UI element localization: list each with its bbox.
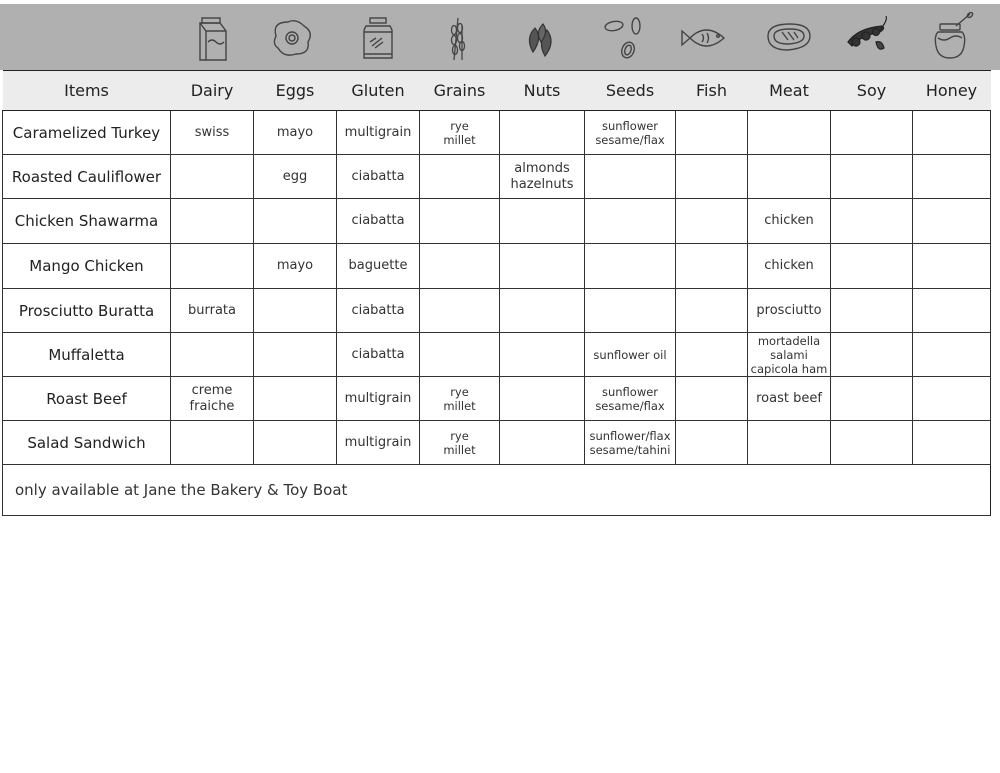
cell-nuts xyxy=(500,111,585,155)
cell-soy xyxy=(831,289,913,333)
cell-dairy: swiss xyxy=(171,111,254,155)
cell-eggs xyxy=(254,333,337,377)
cell-grains xyxy=(420,289,500,333)
cell-gluten: multigrain xyxy=(337,111,420,155)
cell-nuts xyxy=(500,199,585,244)
cell-meat: prosciutto xyxy=(748,289,831,333)
cell-nuts: almonds hazelnuts xyxy=(500,155,585,199)
cell-eggs xyxy=(254,421,337,465)
cell-nuts xyxy=(500,377,585,421)
table-row xyxy=(3,155,991,199)
cell-dairy xyxy=(171,244,254,289)
cell-dairy: creme fraiche xyxy=(171,377,254,421)
cell-honey xyxy=(913,244,991,289)
cell-gluten: ciabatta xyxy=(337,289,420,333)
wheat-icon xyxy=(432,12,484,64)
cell-dairy xyxy=(171,199,254,244)
footnote-row xyxy=(3,465,991,516)
cell-grains: rye millet xyxy=(420,421,500,465)
cell-soy xyxy=(831,155,913,199)
honey-jar-icon xyxy=(926,12,978,64)
table-row xyxy=(3,377,991,421)
cell-meat: chicken xyxy=(748,199,831,244)
almond-icon xyxy=(515,12,567,64)
allergen-icon-row xyxy=(0,12,1000,64)
cell-nuts xyxy=(500,244,585,289)
steak-icon xyxy=(762,12,814,64)
item-name-cell: Caramelized Turkey xyxy=(3,111,171,155)
col-header-items: Items xyxy=(3,71,171,111)
cell-honey xyxy=(913,199,991,244)
cell-gluten: multigrain xyxy=(337,421,420,465)
table-row xyxy=(3,244,991,289)
cell-eggs xyxy=(254,377,337,421)
cell-soy xyxy=(831,333,913,377)
cell-seeds: sunflower sesame/flax xyxy=(585,111,676,155)
item-name-cell: Mango Chicken xyxy=(3,244,171,289)
cell-meat xyxy=(748,421,831,465)
cell-grains xyxy=(420,244,500,289)
cell-fish xyxy=(676,155,748,199)
cell-meat xyxy=(748,155,831,199)
soybean-icon xyxy=(842,12,894,64)
cell-grains: rye millet xyxy=(420,377,500,421)
cell-dairy xyxy=(171,333,254,377)
table-row xyxy=(3,111,991,155)
cell-fish xyxy=(676,421,748,465)
item-name-cell: Roast Beef xyxy=(3,377,171,421)
cell-seeds xyxy=(585,199,676,244)
cell-grains xyxy=(420,155,500,199)
cell-gluten: ciabatta xyxy=(337,333,420,377)
cell-grains xyxy=(420,333,500,377)
cell-grains: rye millet xyxy=(420,111,500,155)
cell-fish xyxy=(676,111,748,155)
cell-honey xyxy=(913,377,991,421)
cell-dairy xyxy=(171,155,254,199)
cell-nuts xyxy=(500,333,585,377)
fish-icon xyxy=(680,12,732,64)
header-row xyxy=(3,71,991,111)
table-row xyxy=(3,199,991,244)
cell-honey xyxy=(913,333,991,377)
col-header-dairy: Dairy xyxy=(171,71,254,111)
col-header-gluten: Gluten xyxy=(337,71,420,111)
cell-meat: chicken xyxy=(748,244,831,289)
cell-honey xyxy=(913,289,991,333)
cell-fish xyxy=(676,244,748,289)
cell-seeds xyxy=(585,155,676,199)
cell-honey xyxy=(913,421,991,465)
milk-carton-icon xyxy=(188,12,240,64)
cell-gluten: ciabatta xyxy=(337,155,420,199)
item-name-cell: Chicken Shawarma xyxy=(3,199,171,244)
flour-jar-icon xyxy=(352,12,404,64)
cell-eggs: mayo xyxy=(254,111,337,155)
item-name-cell: Prosciutto Buratta xyxy=(3,289,171,333)
cell-fish xyxy=(676,377,748,421)
item-name-cell: Salad Sandwich xyxy=(3,421,171,465)
cell-fish xyxy=(676,289,748,333)
col-header-grains: Grains xyxy=(420,71,500,111)
cell-nuts xyxy=(500,289,585,333)
cell-dairy: burrata xyxy=(171,289,254,333)
col-header-seeds: Seeds xyxy=(585,71,676,111)
cell-seeds xyxy=(585,289,676,333)
cell-fish xyxy=(676,199,748,244)
seeds-icon xyxy=(598,12,650,64)
item-name-cell: Muffaletta xyxy=(3,333,171,377)
cell-seeds: sunflower/flax sesame/tahini xyxy=(585,421,676,465)
fried-egg-icon xyxy=(266,12,318,64)
footnote: only available at Jane the Bakery & Toy Boat xyxy=(3,465,991,516)
table-row xyxy=(3,333,991,377)
cell-meat: roast beef xyxy=(748,377,831,421)
cell-eggs xyxy=(254,289,337,333)
cell-eggs: mayo xyxy=(254,244,337,289)
cell-meat: mortadella salami capicola ham xyxy=(748,333,831,377)
cell-soy xyxy=(831,244,913,289)
cell-dairy xyxy=(171,421,254,465)
col-header-fish: Fish xyxy=(676,71,748,111)
cell-soy xyxy=(831,199,913,244)
col-header-eggs: Eggs xyxy=(254,71,337,111)
col-header-nuts: Nuts xyxy=(500,71,585,111)
cell-eggs: egg xyxy=(254,155,337,199)
cell-eggs xyxy=(254,199,337,244)
cell-nuts xyxy=(500,421,585,465)
table-row xyxy=(3,289,991,333)
cell-gluten: baguette xyxy=(337,244,420,289)
col-header-honey: Honey xyxy=(913,71,991,111)
cell-honey xyxy=(913,155,991,199)
table-row xyxy=(3,421,991,465)
cell-seeds: sunflower oil xyxy=(585,333,676,377)
cell-seeds xyxy=(585,244,676,289)
cell-fish xyxy=(676,333,748,377)
cell-honey xyxy=(913,111,991,155)
cell-meat xyxy=(748,111,831,155)
item-name-cell: Roasted Cauliflower xyxy=(3,155,171,199)
cell-soy xyxy=(831,377,913,421)
cell-gluten: ciabatta xyxy=(337,199,420,244)
cell-soy xyxy=(831,421,913,465)
cell-seeds: sunflower sesame/flax xyxy=(585,377,676,421)
allergen-table xyxy=(2,70,991,516)
col-header-meat: Meat xyxy=(748,71,831,111)
cell-grains xyxy=(420,199,500,244)
cell-gluten: multigrain xyxy=(337,377,420,421)
col-header-soy: Soy xyxy=(831,71,913,111)
cell-soy xyxy=(831,111,913,155)
